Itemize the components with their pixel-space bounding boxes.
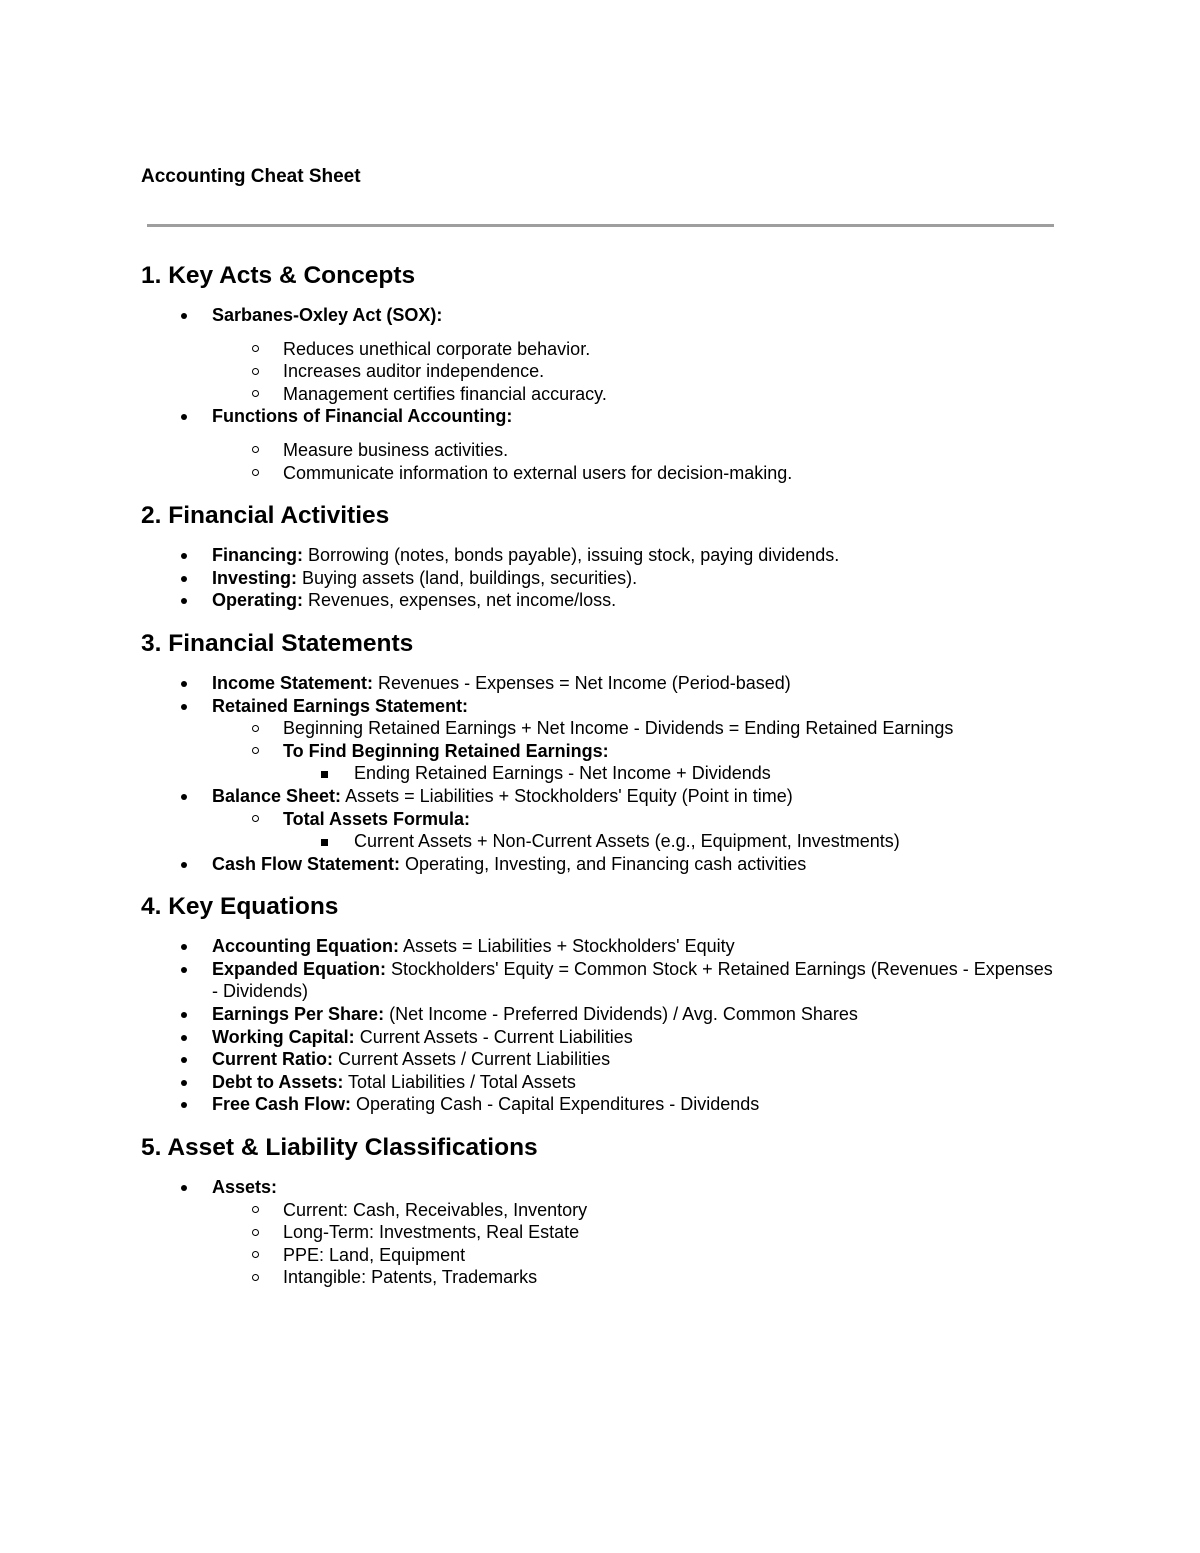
section-heading: 1. Key Acts & Concepts: [141, 262, 416, 289]
list-item: [141, 853, 1061, 876]
sub-list-item: PPE: Land, Equipment: [212, 1244, 1061, 1267]
sub-list-item: Intangible: Patents, Trademarks: [212, 1266, 1061, 1289]
item-text: Buying assets (land, buildings, securities).: [297, 567, 638, 588]
sub-sub-list-item: Current Assets + Non-Current Assets (e.g., Equipment, Investments): [283, 830, 1061, 853]
sub-list-item: [212, 808, 1061, 853]
item-label: Free Cash Flow:: [212, 1094, 352, 1115]
list-item: [141, 1176, 1061, 1289]
sub-list-item: [212, 740, 1061, 785]
item-label: Expanded Equation:: [212, 958, 387, 979]
list-item: [141, 672, 1061, 695]
bullet-list: [141, 544, 1061, 612]
item-label: Sarbanes-Oxley Act (SOX):: [212, 305, 443, 325]
sub-list-item: Reduces unethical corporate behavior.: [212, 338, 1061, 361]
bullet-list: [141, 935, 1061, 1116]
sub-item-label: Total Assets Formula:: [283, 808, 471, 829]
item-text: Revenues, expenses, net income/loss.: [303, 590, 617, 611]
list-item: [141, 405, 1061, 484]
sub-list-item: Long-Term: Investments, Real Estate: [212, 1221, 1061, 1244]
list-item: [141, 1026, 1061, 1049]
list-item: [141, 958, 1061, 1003]
list-item: [141, 935, 1061, 958]
list-item: [141, 785, 1061, 853]
sub-list-item: Communicate information to external users for decision-making.: [212, 462, 1061, 485]
item-text: Assets = Liabilities + Stockholders' Equity (Point in time): [341, 785, 793, 806]
item-text: Stockholders' Equity = Common Stock + Retained Earnings (Revenues - Expenses - Dividends): [212, 958, 1053, 1002]
list-item: [141, 1071, 1061, 1094]
list-item: [141, 589, 1061, 612]
document-body: [141, 258, 1061, 1289]
section-heading: 4. Key Equations: [141, 893, 339, 921]
list-item: [141, 544, 1061, 567]
section-financial-activities: [141, 498, 1061, 612]
section-key-equations: [141, 889, 1061, 1116]
sub-bullet-list: [212, 1199, 1061, 1289]
bullet-list: [141, 672, 1061, 875]
sub-list-item: Management certifies financial accuracy.: [212, 383, 1061, 406]
item-label: Accounting Equation:: [212, 936, 399, 957]
section-heading: 5. Asset & Liability Classifications: [141, 1134, 538, 1162]
item-text: Borrowing (notes, bonds payable), issuing stock, paying dividends.: [303, 545, 840, 566]
item-label: Earnings Per Share:: [212, 1004, 385, 1025]
bullet-list: [141, 304, 1061, 484]
section-heading: 3. Financial Statements: [141, 629, 414, 657]
list-item: [141, 1003, 1061, 1026]
document-title: Accounting Cheat Sheet: [141, 166, 361, 187]
sub-sub-bullet-list: [283, 762, 1061, 785]
section-heading: 2. Financial Activities: [141, 502, 390, 530]
item-label: Current Ratio:: [212, 1049, 333, 1070]
sub-list-item: Beginning Retained Earnings + Net Income - Dividends = Ending Retained Earnings: [212, 717, 1061, 740]
sub-bullet-list: [212, 439, 1061, 484]
list-item: [141, 695, 1061, 785]
item-text: (Net Income - Preferred Dividends) / Avg. Common Shares: [384, 1004, 858, 1025]
item-label: Cash Flow Statement:: [212, 853, 401, 874]
sub-bullet-list: [212, 338, 1061, 406]
sub-list-item: Current: Cash, Receivables, Inventory: [212, 1199, 1061, 1222]
section-financial-statements: [141, 626, 1061, 875]
sub-sub-bullet-list: [283, 830, 1061, 853]
item-label: Income Statement:: [212, 672, 374, 693]
list-item: [141, 1048, 1061, 1071]
item-label: Assets:: [212, 1177, 278, 1198]
section-key-acts: [141, 258, 1061, 484]
bullet-list: [141, 1176, 1061, 1289]
item-text: Current Assets / Current Liabilities: [333, 1049, 611, 1070]
section-asset-liability: [141, 1130, 1061, 1289]
item-label: Investing:: [212, 567, 298, 588]
list-item: [141, 304, 1061, 405]
sub-list-item: Increases auditor independence.: [212, 360, 1061, 383]
item-label: Operating:: [212, 590, 304, 611]
sub-bullet-list: [212, 808, 1061, 853]
sub-bullet-list: [212, 717, 1061, 785]
item-label: Retained Earnings Statement:: [212, 695, 469, 716]
item-label: Balance Sheet:: [212, 785, 342, 806]
item-label: Functions of Financial Accounting:: [212, 406, 513, 427]
item-label: Financing:: [212, 545, 303, 566]
sub-sub-list-item: Ending Retained Earnings - Net Income + Dividends: [283, 762, 1061, 785]
item-text: Assets = Liabilities + Stockholders' Equity: [398, 936, 735, 957]
horizontal-rule: [147, 224, 1054, 227]
sub-list-item: Measure business activities.: [212, 439, 1061, 462]
item-text: Operating, Investing, and Financing cash activities: [400, 853, 807, 874]
item-text: Revenues - Expenses = Net Income (Period-based): [373, 672, 791, 693]
item-label: Debt to Assets:: [212, 1071, 344, 1092]
item-text: Operating Cash - Capital Expenditures - Dividends: [351, 1094, 760, 1115]
item-label: Working Capital:: [212, 1026, 355, 1047]
list-item: [141, 567, 1061, 590]
sub-item-label: To Find Beginning Retained Earnings:: [283, 740, 609, 761]
item-text: Current Assets - Current Liabilities: [354, 1026, 633, 1047]
item-text: Total Liabilities / Total Assets: [343, 1071, 576, 1092]
list-item: [141, 1093, 1061, 1116]
